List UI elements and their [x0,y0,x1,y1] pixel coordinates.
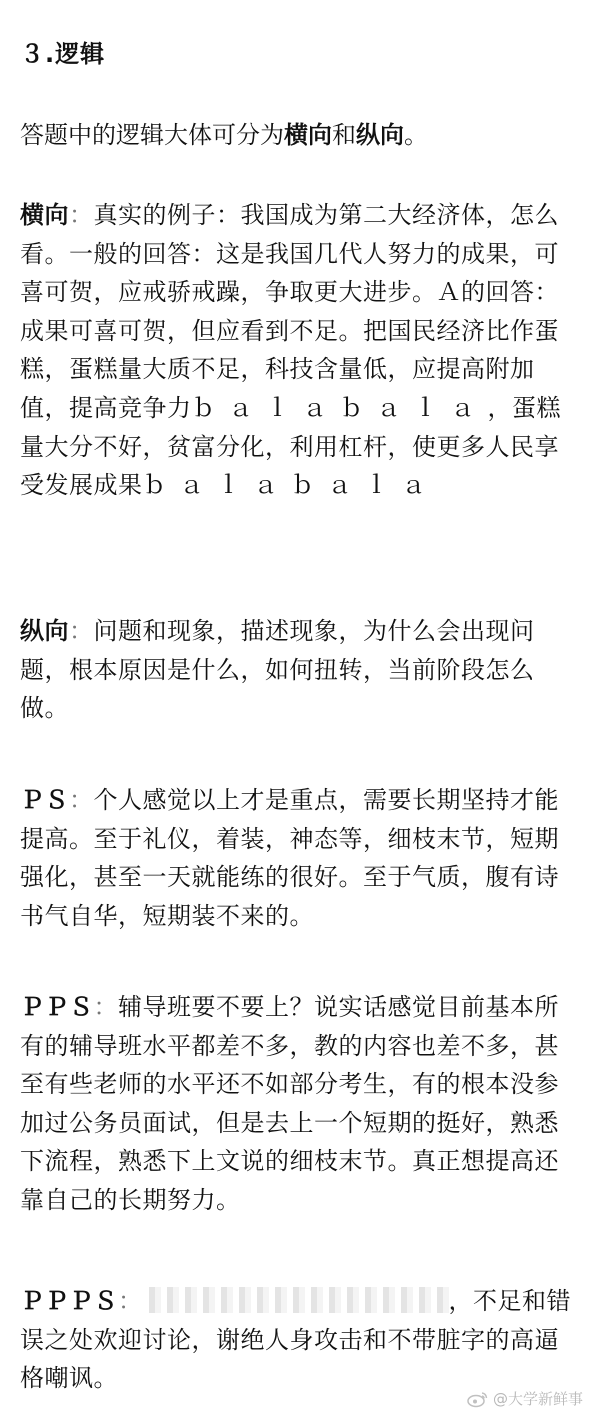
watermark-text: @大学新鲜事 [492,1390,583,1408]
paragraph-ppps [20,1282,573,1398]
label-separator: ： [69,201,94,229]
paragraph-text: 真实的例子：我国成为第二大经济体，怎么看。一般的回答：这是我国几代人努力的成果，可喜可贺，应戒骄戒躁，争取更大进步。Ａ的回答：成果可喜可贺，但应看到不足。把国民经济比作蛋糕，蛋糕量大质不足，科技含量低，应提高附加值，提高竞争力 [20,201,559,422]
label-separator: ： [69,786,94,814]
paragraph-label: 纵向 [20,617,69,645]
intro-keyword-horizontal: 横向 [284,121,332,149]
intro-text-before: 答题中的逻辑大体可分为 [20,121,284,149]
paragraph-text: 个人感觉以上才是重点，需要长期坚持才能提高。至于礼仪，着装，神态等，细枝末节，短期强化，甚至一天就能练的很好。至于气质，腹有诗书气自华，短期装不来的。 [20,786,559,930]
paragraph-label: ＰＰＰＳ [20,1287,118,1315]
paragraph-label: ＰＳ [20,786,69,814]
paragraph-vertical [20,612,573,728]
paragraph-label: ＰＰＳ [20,993,94,1021]
paragraph-text: 辅导班要不要上？说实话感觉目前基本所有的辅导班水平都差不多，教的内容也差不多，甚至有些老师的水平还不如部分考生，有的根本没参加过公务员面试，但是去上一个短期的挺好，熟悉下流程，熟悉下上文说的细枝末节。真正想提高还靠自己的长期努力。 [20,993,559,1214]
paragraph-pps [20,988,573,1220]
intro-paragraph [20,116,428,154]
label-separator: ： [93,993,118,1021]
intro-text-mid: 和 [332,121,356,149]
label-separator: ： [118,1287,143,1315]
intro-text-after: 。 [404,121,428,149]
paragraph-text: 问题和现象，描述现象，为什么会出现问题，根本原因是什么，如何扭转，当前阶段怎么做。 [20,617,535,723]
label-separator: ： [69,617,94,645]
paragraph-horizontal [20,196,573,505]
paragraph-label: 横向 [20,201,69,229]
weibo-icon [467,1390,489,1408]
paragraph-ps [20,781,573,935]
filler-text-end: ｂａｌａｂａｌａ [142,471,439,500]
filler-text: ｂａｌａｂａｌａ [191,393,488,422]
paragraph-text: ，不足和错误之处欢迎讨论，谢绝人身攻击和不带脏字的高逼格嘲讽。 [20,1287,571,1393]
section-heading: ３.逻辑 [20,40,106,68]
intro-keyword-vertical: 纵向 [356,121,404,149]
redacted-region [143,1287,449,1313]
watermark [467,1388,583,1409]
paragraph-text-continued: ，蛋糕量大分不好，贫富分化，利用杠杆，使更多人民享受发展成果 [20,393,561,500]
